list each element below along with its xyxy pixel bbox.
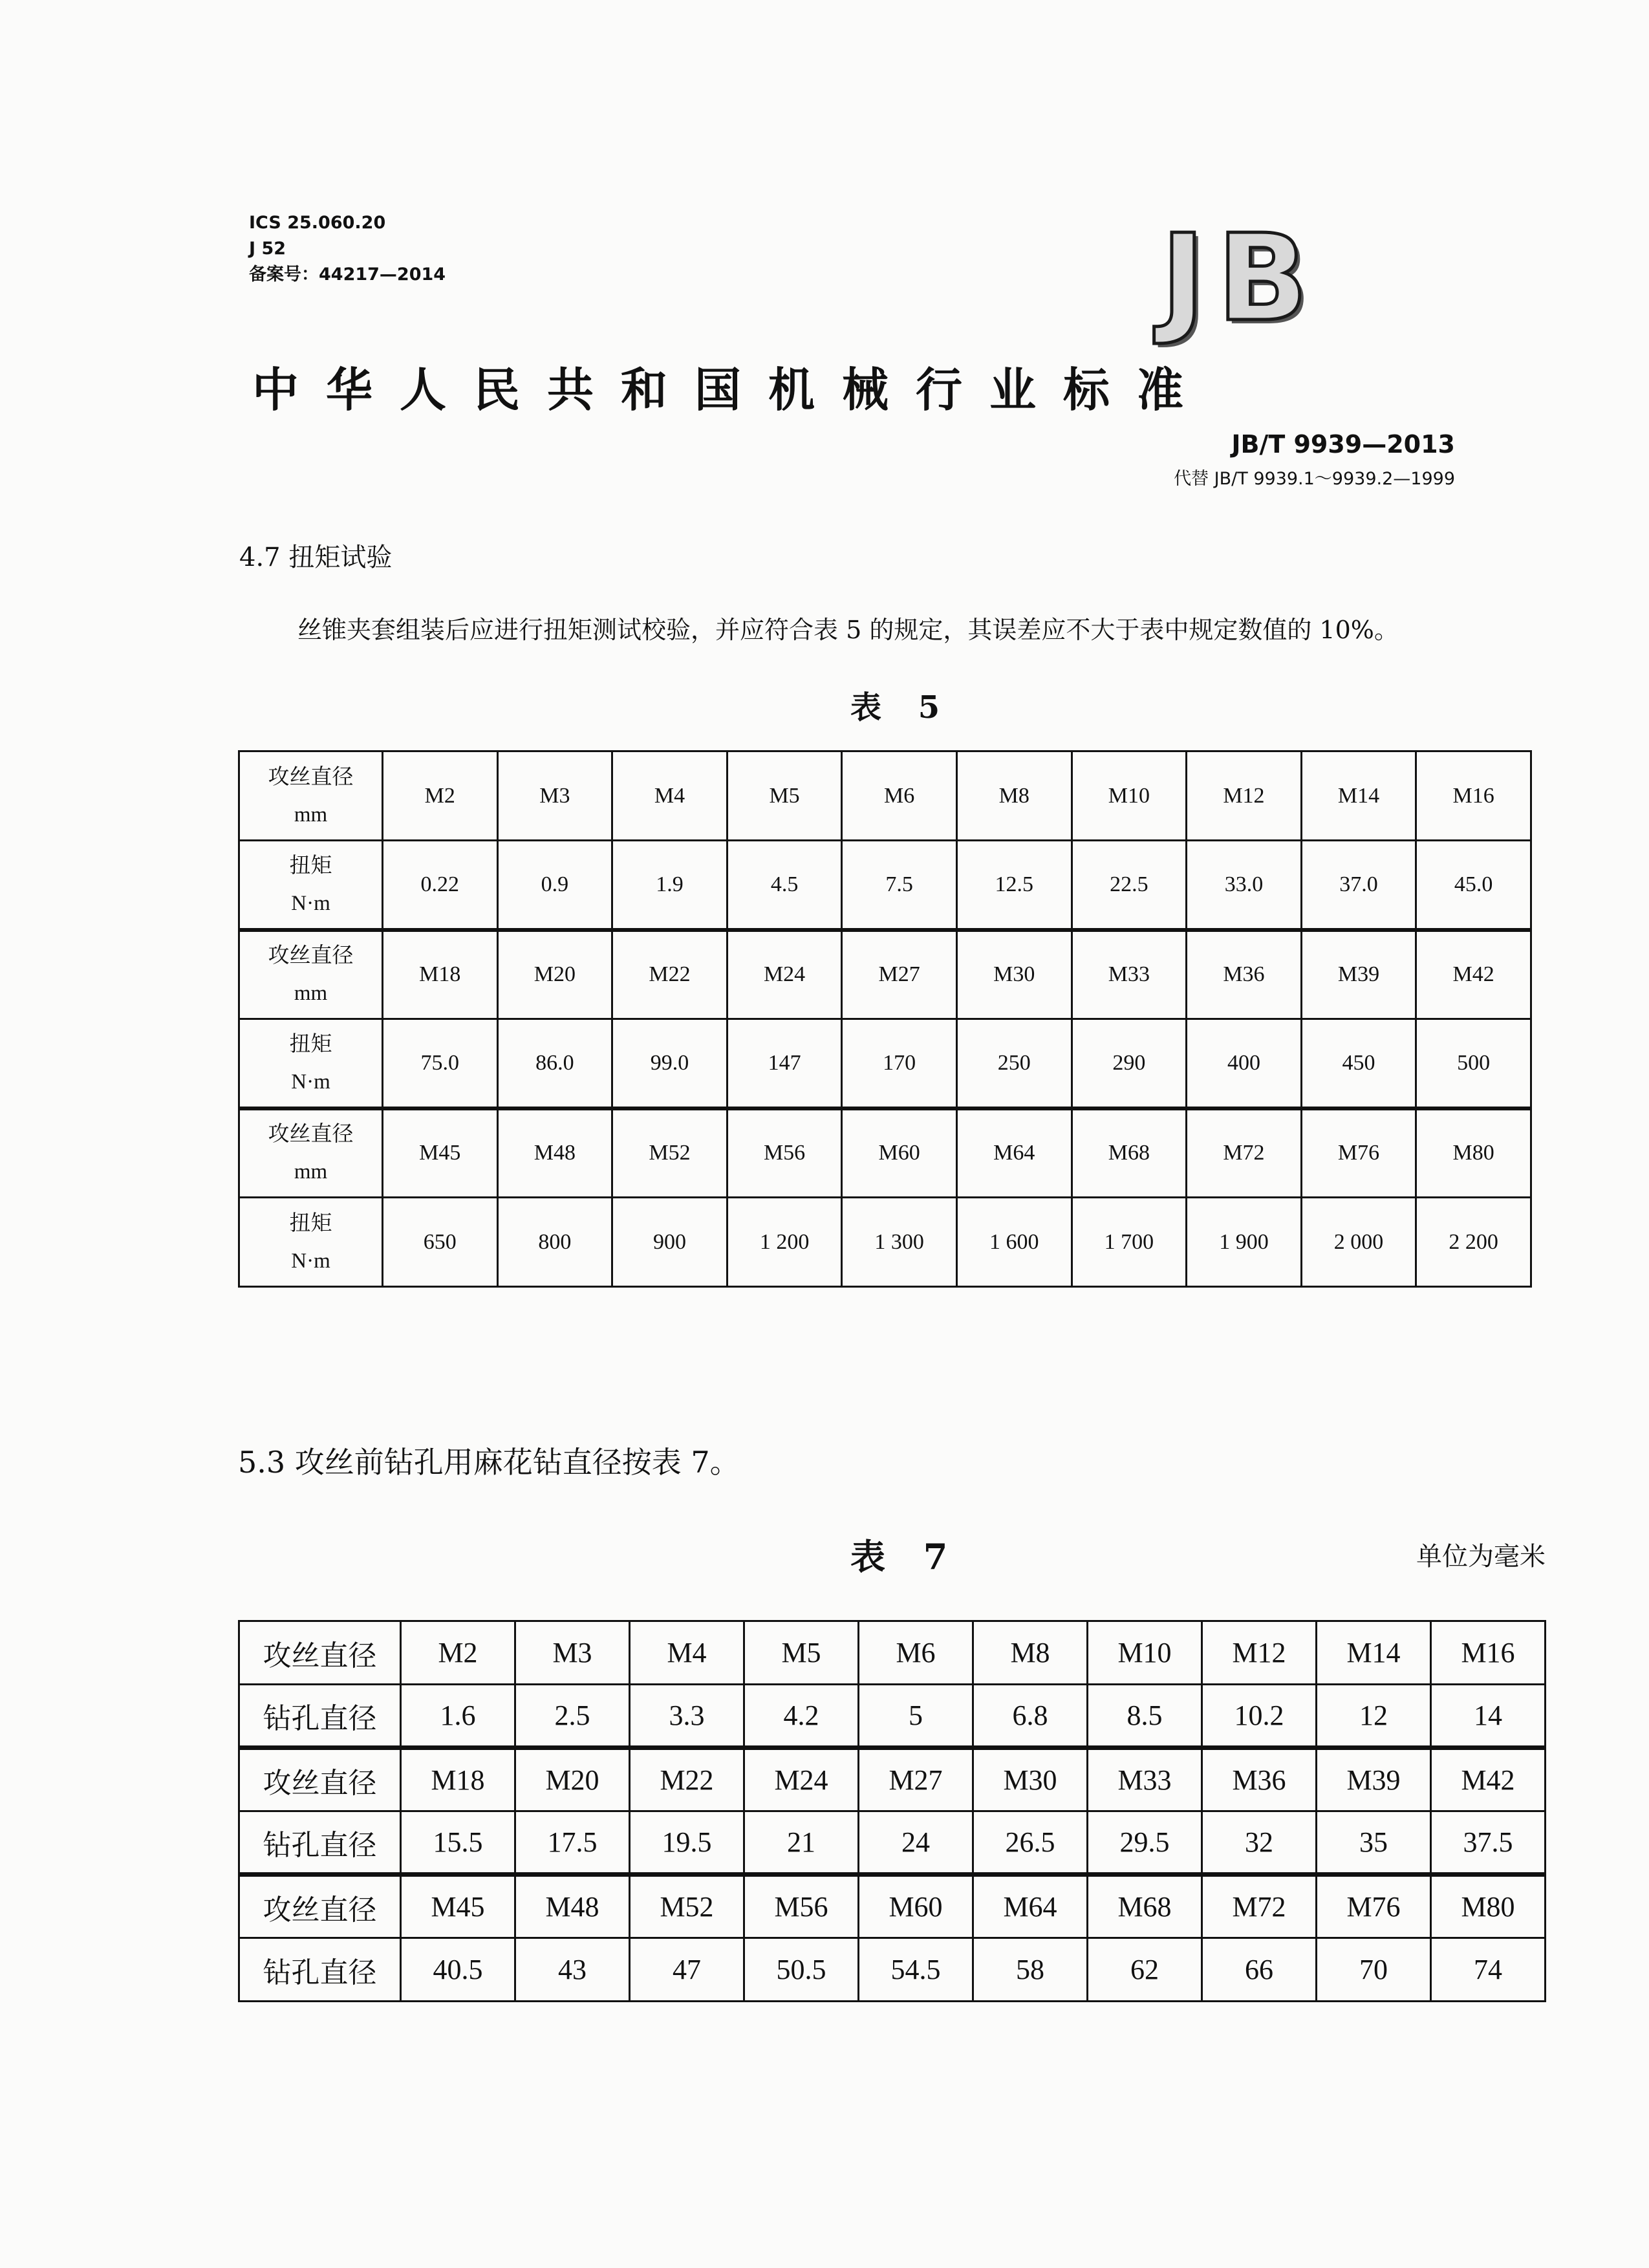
row-header: 钻孔直径	[239, 1685, 401, 1748]
row-header	[239, 1108, 383, 1198]
torque-cell: 170	[842, 1019, 957, 1108]
drill-diameter-cell: 37.5	[1431, 1811, 1546, 1875]
torque-cell: 1 300	[842, 1198, 957, 1287]
drill-diameter-cell: 4.2	[744, 1685, 859, 1748]
standard-title: 中华人民共和国机械行业标准	[252, 363, 1211, 417]
row-header	[239, 1019, 383, 1108]
torque-cell: 12.5	[956, 841, 1072, 930]
torque-cell: 0.22	[383, 841, 498, 930]
drill-diameter-cell: 47	[630, 1938, 744, 2002]
torque-cell: 800	[497, 1198, 612, 1287]
row-header-unit: N·m	[291, 1070, 330, 1094]
drill-diameter-cell: 70	[1317, 1938, 1431, 2002]
row-header-unit: N·m	[291, 1249, 330, 1273]
drill-diameter-cell: 1.6	[401, 1685, 515, 1748]
tap-size-cell: M30	[956, 930, 1072, 1019]
torque-cell: 33.0	[1187, 841, 1302, 930]
tap-size-cell: M33	[1072, 930, 1187, 1019]
tap-size-cell: M14	[1317, 1621, 1431, 1685]
tap-size-cell: M10	[1088, 1621, 1202, 1685]
drill-diameter-cell: 2.5	[515, 1685, 630, 1748]
table-row	[239, 1811, 1546, 1875]
torque-cell: 900	[612, 1198, 727, 1287]
tap-size-cell: M10	[1072, 751, 1187, 841]
tap-size-cell: M2	[401, 1621, 515, 1685]
tap-size-cell: M12	[1187, 751, 1302, 841]
table7-title: 表 7	[850, 1536, 961, 1577]
table-row	[239, 1748, 1546, 1811]
tap-size-cell: M56	[727, 1108, 842, 1198]
row-header	[239, 1198, 383, 1287]
drill-diameter-cell: 5	[859, 1685, 973, 1748]
drill-diameter-cell: 10.2	[1202, 1685, 1317, 1748]
row-header	[239, 841, 383, 930]
tap-size-cell: M68	[1072, 1108, 1187, 1198]
tap-size-cell: M80	[1431, 1875, 1546, 1938]
tap-size-cell: M72	[1187, 1108, 1302, 1198]
row-header-label: 攻丝直径	[268, 1123, 354, 1147]
torque-cell: 45.0	[1416, 841, 1531, 930]
drill-diameter-cell: 24	[859, 1811, 973, 1875]
record-number: 备案号：44217—2014	[249, 265, 446, 285]
tap-size-cell: M8	[956, 751, 1072, 841]
table-row	[239, 751, 1531, 841]
tap-size-cell: M30	[973, 1748, 1088, 1811]
tap-size-cell: M68	[1088, 1875, 1202, 1938]
table5-body	[239, 751, 1531, 1287]
section-text-4-7: 丝锥夹套组装后应进行扭矩测试校验，并应符合表 5 的规定，其误差应不大于表中规定数值的 10%。	[297, 616, 1399, 644]
table-row	[239, 1685, 1546, 1748]
tap-size-cell: M36	[1187, 930, 1302, 1019]
drill-diameter-cell: 62	[1088, 1938, 1202, 2002]
tap-size-cell: M20	[515, 1748, 630, 1811]
drill-diameter-cell: 66	[1202, 1938, 1317, 2002]
torque-cell: 250	[956, 1019, 1072, 1108]
row-header-unit: mm	[294, 982, 328, 1006]
row-header-label: 扭矩	[289, 1032, 332, 1056]
row-header: 攻丝直径	[239, 1875, 401, 1938]
row-header: 钻孔直径	[239, 1811, 401, 1875]
torque-cell: 147	[727, 1019, 842, 1108]
tap-size-cell: M3	[515, 1621, 630, 1685]
tap-size-cell: M64	[973, 1875, 1088, 1938]
tap-size-cell: M39	[1317, 1748, 1431, 1811]
tap-size-cell: M45	[383, 1108, 498, 1198]
tap-size-cell: M12	[1202, 1621, 1317, 1685]
torque-cell: 1 900	[1187, 1198, 1302, 1287]
tap-size-cell: M16	[1431, 1621, 1546, 1685]
table-row	[239, 1621, 1546, 1685]
drill-diameter-cell: 21	[744, 1811, 859, 1875]
drill-diameter-cell: 32	[1202, 1811, 1317, 1875]
drill-diameter-cell: 58	[973, 1938, 1088, 2002]
table-row	[239, 1938, 1546, 2002]
torque-cell: 2 200	[1416, 1198, 1531, 1287]
tap-size-cell: M60	[859, 1875, 973, 1938]
ics-code: ICS 25.060.20	[249, 213, 386, 233]
row-header-label: 扭矩	[289, 1211, 332, 1235]
tap-size-cell: M18	[401, 1748, 515, 1811]
drill-diameter-cell: 43	[515, 1938, 630, 2002]
replaces-note: 代替 JB/T 9939.1～9939.2—1999	[1174, 469, 1455, 489]
row-header-unit: mm	[294, 803, 328, 826]
row-header: 钻孔直径	[239, 1938, 401, 2002]
tap-size-cell: M64	[956, 1108, 1072, 1198]
table-row	[239, 1875, 1546, 1938]
torque-cell: 22.5	[1072, 841, 1187, 930]
table7-body	[239, 1621, 1546, 2002]
torque-cell: 7.5	[842, 841, 957, 930]
section-heading-4-7: 4.7 扭矩试验	[239, 543, 393, 572]
drill-diameter-cell: 35	[1317, 1811, 1431, 1875]
tap-size-cell: M24	[727, 930, 842, 1019]
drill-diameter-cell: 54.5	[859, 1938, 973, 2002]
tap-size-cell: M52	[612, 1108, 727, 1198]
row-header	[239, 751, 383, 841]
tap-size-cell: M72	[1202, 1875, 1317, 1938]
tap-size-cell: M6	[842, 751, 957, 841]
torque-cell: 1.9	[612, 841, 727, 930]
section-heading-5-3: 5.3 攻丝前钻孔用麻花钻直径按表 7。	[238, 1445, 740, 1480]
tap-size-cell: M20	[497, 930, 612, 1019]
tap-size-cell: M4	[612, 751, 727, 841]
tap-size-cell: M60	[842, 1108, 957, 1198]
tap-size-cell: M76	[1301, 1108, 1416, 1198]
row-header-unit: N·m	[291, 891, 330, 915]
torque-cell: 37.0	[1301, 841, 1416, 930]
tap-size-cell: M48	[515, 1875, 630, 1938]
torque-cell: 75.0	[383, 1019, 498, 1108]
row-header-label: 攻丝直径	[268, 765, 354, 789]
tap-size-cell: M48	[497, 1108, 612, 1198]
torque-cell: 450	[1301, 1019, 1416, 1108]
tap-size-cell: M5	[744, 1621, 859, 1685]
tap-size-cell: M3	[497, 751, 612, 841]
drill-diameter-cell: 8.5	[1088, 1685, 1202, 1748]
drill-diameter-cell: 17.5	[515, 1811, 630, 1875]
table-row	[239, 1019, 1531, 1108]
tap-size-cell: M5	[727, 751, 842, 841]
tap-size-cell: M22	[630, 1748, 744, 1811]
tap-size-cell: M36	[1202, 1748, 1317, 1811]
table5	[238, 750, 1532, 1288]
tap-size-cell: M80	[1416, 1108, 1531, 1198]
row-header-label: 扭矩	[289, 854, 332, 878]
classification-code: J 52	[249, 239, 286, 259]
drill-diameter-cell: 6.8	[973, 1685, 1088, 1748]
drill-diameter-cell: 74	[1431, 1938, 1546, 2002]
table5-title: 表 5	[850, 689, 953, 726]
tap-size-cell: M22	[612, 930, 727, 1019]
drill-diameter-cell: 40.5	[401, 1938, 515, 2002]
tap-size-cell: M27	[842, 930, 957, 1019]
tap-size-cell: M56	[744, 1875, 859, 1938]
row-header: 攻丝直径	[239, 1621, 401, 1685]
drill-diameter-cell: 50.5	[744, 1938, 859, 2002]
row-header	[239, 930, 383, 1019]
drill-diameter-cell: 29.5	[1088, 1811, 1202, 1875]
torque-cell: 4.5	[727, 841, 842, 930]
drill-diameter-cell: 14	[1431, 1685, 1546, 1748]
tap-size-cell: M6	[859, 1621, 973, 1685]
standard-number: JB/T 9939—2013	[1231, 430, 1455, 459]
table-row	[239, 841, 1531, 930]
torque-cell: 650	[383, 1198, 498, 1287]
drill-diameter-cell: 15.5	[401, 1811, 515, 1875]
torque-cell: 1 200	[727, 1198, 842, 1287]
tap-size-cell: M45	[401, 1875, 515, 1938]
drill-diameter-cell: 19.5	[630, 1811, 744, 1875]
table-row	[239, 930, 1531, 1019]
row-header-unit: mm	[294, 1160, 328, 1184]
torque-cell: 1 600	[956, 1198, 1072, 1287]
drill-diameter-cell: 3.3	[630, 1685, 744, 1748]
tap-size-cell: M42	[1431, 1748, 1546, 1811]
drill-diameter-cell: 26.5	[973, 1811, 1088, 1875]
torque-cell: 400	[1187, 1019, 1302, 1108]
tap-size-cell: M2	[383, 751, 498, 841]
row-header: 攻丝直径	[239, 1748, 401, 1811]
torque-cell: 1 700	[1072, 1198, 1187, 1287]
table7	[238, 1620, 1546, 2002]
torque-cell: 2 000	[1301, 1198, 1416, 1287]
jb-logo: JB	[1161, 208, 1320, 348]
unit-note: 单位为毫米	[1416, 1542, 1546, 1571]
torque-cell: 500	[1416, 1019, 1531, 1108]
drill-diameter-cell: 12	[1317, 1685, 1431, 1748]
tap-size-cell: M14	[1301, 751, 1416, 841]
tap-size-cell: M33	[1088, 1748, 1202, 1811]
tap-size-cell: M42	[1416, 930, 1531, 1019]
row-header-label: 攻丝直径	[268, 944, 354, 968]
table-row	[239, 1198, 1531, 1287]
tap-size-cell: M8	[973, 1621, 1088, 1685]
tap-size-cell: M39	[1301, 930, 1416, 1019]
tap-size-cell: M4	[630, 1621, 744, 1685]
tap-size-cell: M24	[744, 1748, 859, 1811]
torque-cell: 0.9	[497, 841, 612, 930]
torque-cell: 86.0	[497, 1019, 612, 1108]
table-row	[239, 1108, 1531, 1198]
tap-size-cell: M18	[383, 930, 498, 1019]
tap-size-cell: M76	[1317, 1875, 1431, 1938]
torque-cell: 99.0	[612, 1019, 727, 1108]
tap-size-cell: M27	[859, 1748, 973, 1811]
tap-size-cell: M16	[1416, 751, 1531, 841]
torque-cell: 290	[1072, 1019, 1187, 1108]
tap-size-cell: M52	[630, 1875, 744, 1938]
